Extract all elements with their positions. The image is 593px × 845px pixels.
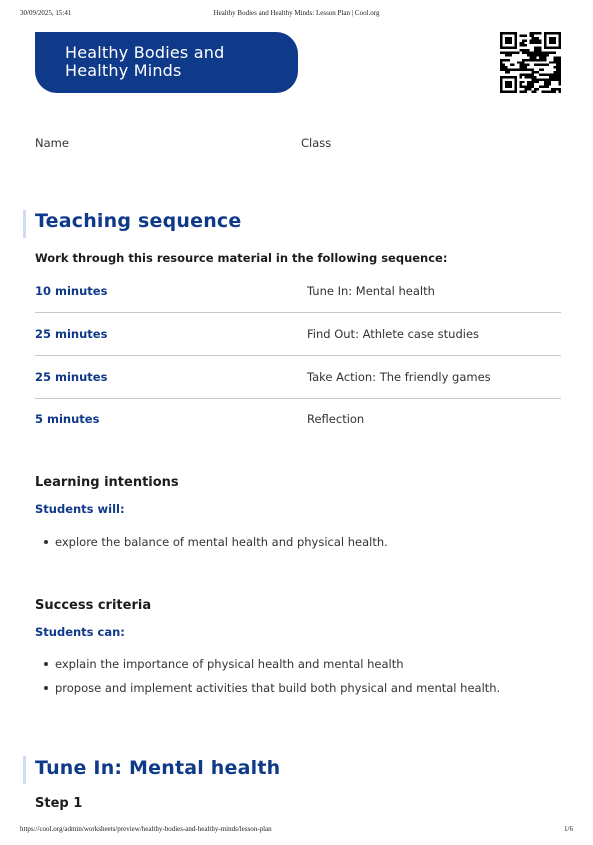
tune-in-heading: Tune In: Mental health — [35, 757, 281, 779]
list-item: propose and implement activities that build both physical and mental health. — [44, 681, 500, 695]
lesson-title-banner — [35, 32, 298, 93]
bullet-icon — [44, 662, 48, 666]
learning-intentions-heading: Learning intentions — [35, 475, 179, 490]
list-item: explain the importance of physical health and mental health — [44, 657, 404, 671]
sequence-activity: Find Out: Athlete case studies — [307, 327, 480, 341]
sequence-intro-text: Work through this resource material in the following sequence: — [35, 251, 448, 265]
sequence-activity: Take Action: The friendly games — [307, 370, 491, 384]
sequence-row — [35, 284, 561, 326]
sequence-row — [35, 370, 561, 412]
bullet-icon — [44, 686, 48, 690]
step-heading: Step 1 — [35, 796, 83, 811]
sequence-time: 25 minutes — [35, 327, 108, 341]
list-item: explore the balance of mental health and physical health. — [44, 535, 388, 549]
students-will-label: Students will: — [35, 502, 125, 516]
sequence-row — [35, 412, 561, 454]
success-criteria-heading: Success criteria — [35, 598, 152, 613]
lesson-title-line-1: Healthy Bodies and — [65, 43, 225, 62]
print-page-title: Healthy Bodies and Healthy Minds: Lesson Plan | Cool.org — [213, 9, 380, 17]
sequence-time: 10 minutes — [35, 284, 108, 298]
page-number: 1/6 — [564, 825, 573, 833]
section-accent-bar — [23, 210, 26, 238]
sequence-time: 5 minutes — [35, 412, 100, 426]
students-can-label: Students can: — [35, 625, 125, 639]
sequence-row — [35, 327, 561, 369]
print-url: https://cool.org/admin/worksheets/preview/healthy-bodies-and-healthy-minds/lesson-plan — [20, 825, 272, 833]
qr-code-icon — [500, 32, 561, 93]
name-field-label: Name — [35, 136, 69, 150]
bullet-icon — [44, 540, 48, 544]
row-divider — [35, 355, 561, 356]
sequence-time: 25 minutes — [35, 370, 108, 384]
lesson-title-line-2: Healthy Minds — [65, 61, 182, 80]
row-divider — [35, 398, 561, 399]
teaching-sequence-heading: Teaching sequence — [35, 210, 242, 232]
sequence-activity: Tune In: Mental health — [307, 284, 435, 298]
class-field-label: Class — [301, 136, 332, 150]
row-divider — [35, 312, 561, 313]
print-date: 30/09/2025, 15:41 — [20, 9, 72, 17]
sequence-activity: Reflection — [307, 412, 365, 426]
section-accent-bar — [23, 756, 26, 784]
